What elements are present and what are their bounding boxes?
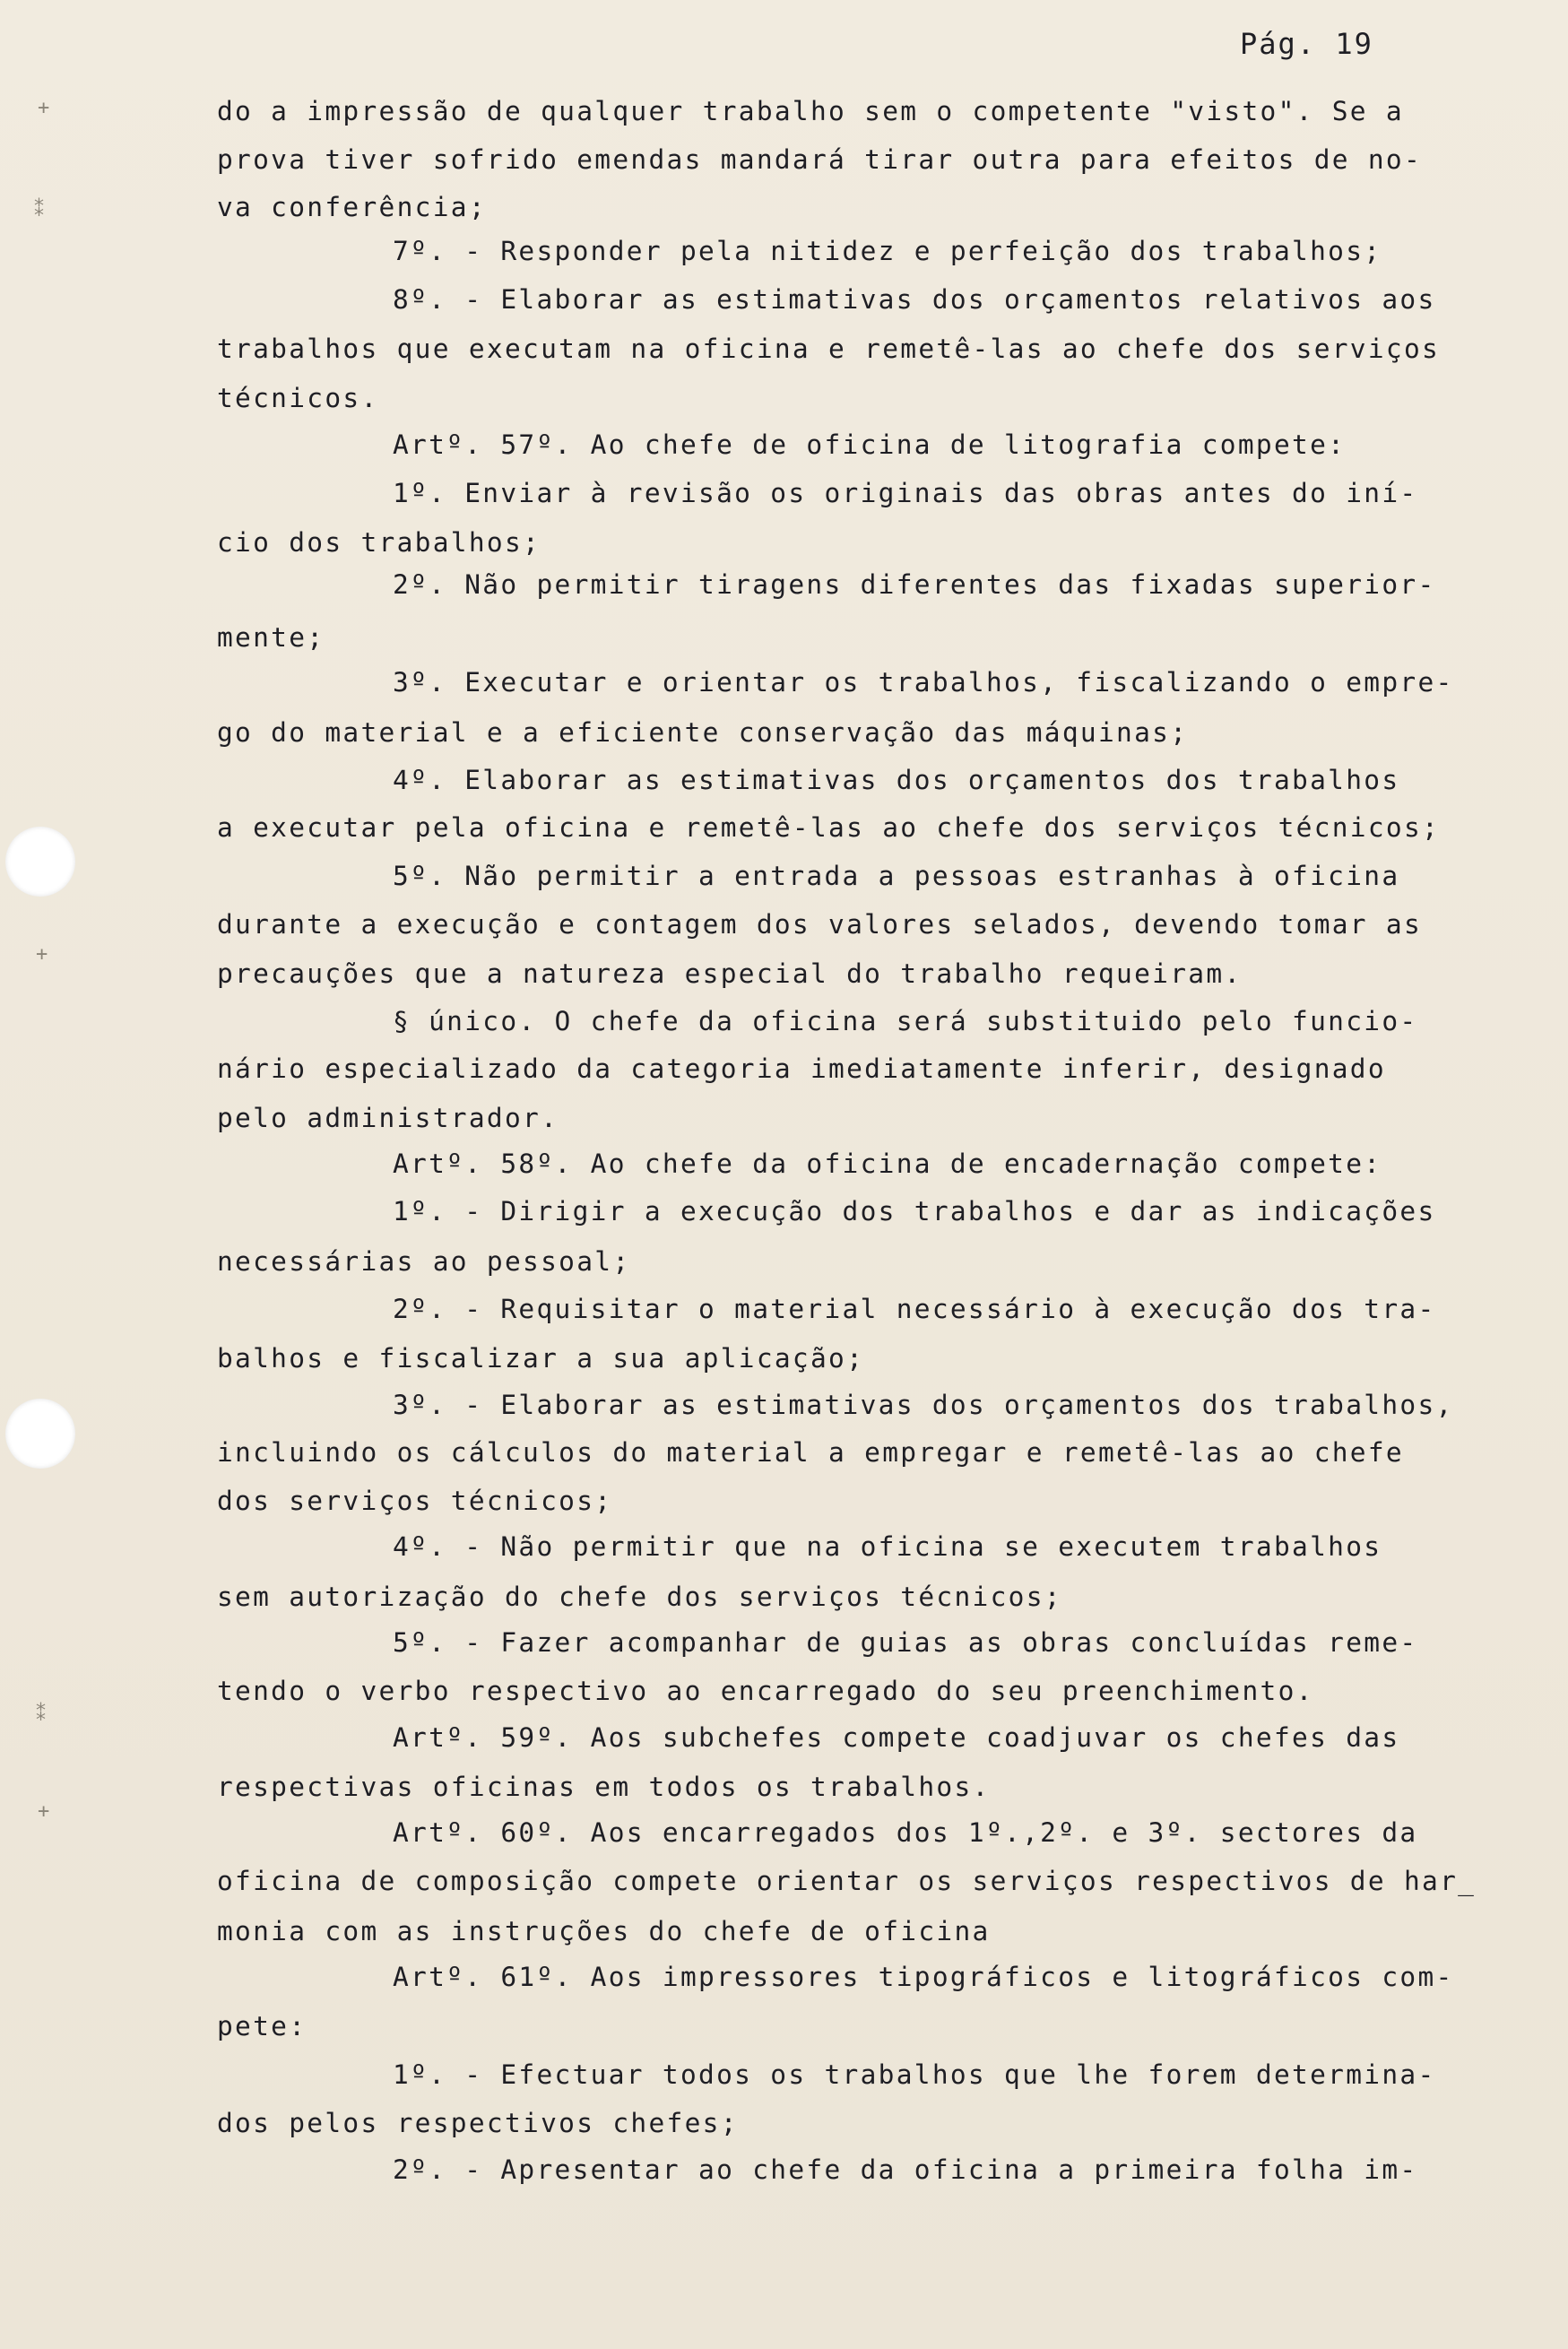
text-line: 1º. - Dirigir a execução dos trabalhos e dar as indicações (393, 1196, 1436, 1227)
text-line: 4º. - Não permitir que na oficina se executem trabalhos (393, 1531, 1382, 1562)
text-line: § único. O chefe da oficina será substituido pelo funcio- (393, 1006, 1418, 1036)
text-line: Artº. 59º. Aos subchefes compete coadjuvar os chefes das (393, 1722, 1400, 1753)
text-line: 1º. Enviar à revisão os originais das obras antes do iní- (393, 478, 1418, 508)
text-line: 3º. - Elaborar as estimativas dos orçamentos dos trabalhos, (393, 1390, 1454, 1420)
text-line: prova tiver sofrido emendas mandará tirar outra para efeitos de no- (217, 144, 1423, 175)
text-line: 5º. Não permitir a entrada a pessoas estranhas à oficina (393, 861, 1400, 891)
text-line: precauções que a natureza especial do trabalho requeiram. (217, 958, 1243, 989)
text-line: trabalhos que executam na oficina e remetê-las ao chefe dos serviços (217, 334, 1441, 364)
text-line: Artº. 57º. Ao chefe de oficina de litografia compete: (393, 429, 1347, 460)
text-line: mente; (217, 622, 325, 653)
text-line: durante a execução e contagem dos valores selados, devendo tomar as (217, 909, 1423, 940)
text-line: dos pelos respectivos chefes; (217, 2108, 739, 2138)
page-number: Pág. 19 (1240, 27, 1373, 61)
text-line: 7º. - Responder pela nitidez e perfeição dos trabalhos; (393, 236, 1382, 266)
text-line: do a impressão de qualquer trabalho sem o competente "visto". Se a (217, 96, 1404, 126)
text-line: Artº. 58º. Ao chefe da oficina de encadernação compete: (393, 1148, 1382, 1179)
text-line: tendo o verbo respectivo ao encarregado do seu preenchimento. (217, 1676, 1314, 1706)
text-line: nário especializado da categoria imediatamente inferir, designado (217, 1053, 1386, 1084)
text-line: cio dos trabalhos; (217, 527, 541, 558)
text-line: Artº. 61º. Aos impressores tipográficos e litográficos com- (393, 1962, 1454, 1992)
text-line: 2º. Não permitir tiragens diferentes das fixadas superior- (393, 569, 1436, 600)
text-line: oficina de composição compete orientar os serviços respectivos de har_ (217, 1866, 1477, 1896)
text-line: go do material e a eficiente conservação das máquinas; (217, 717, 1189, 748)
text-line: 3º. Executar e orientar os trabalhos, fiscalizando o empre- (393, 667, 1454, 698)
punch-hole-bottom (5, 1399, 75, 1469)
margin-mark: ⁑ (36, 1703, 46, 1726)
margin-mark: + (38, 1800, 50, 1823)
text-line: 8º. - Elaborar as estimativas dos orçamentos relativos aos (393, 284, 1436, 315)
text-line: sem autorização do chefe dos serviços técnicos; (217, 1582, 1062, 1612)
text-line: necessárias ao pessoal; (217, 1246, 631, 1277)
text-line: incluindo os cálculos do material a empregar e remetê-las ao chefe (217, 1437, 1404, 1468)
text-line: dos serviços técnicos; (217, 1486, 613, 1516)
text-line: 2º. - Requisitar o material necessário à execução dos tra- (393, 1294, 1436, 1324)
margin-mark: + (36, 943, 48, 966)
text-line: técnicos. (217, 383, 379, 413)
text-line: monia com as instruções do chefe de oficina (217, 1916, 991, 1946)
text-line: pete: (217, 2011, 308, 2041)
text-line: 1º. - Efectuar todos os trabalhos que lhe forem determina- (393, 2059, 1436, 2090)
text-line: Artº. 60º. Aos encarregados dos 1º.,2º. e 3º. sectores da (393, 1817, 1418, 1848)
text-line: 5º. - Fazer acompanhar de guias as obras concluídas reme- (393, 1627, 1418, 1658)
margin-mark: + (38, 97, 50, 119)
text-line: va conferência; (217, 192, 487, 222)
text-line: 2º. - Apresentar ao chefe da oficina a primeira folha im- (393, 2154, 1418, 2185)
punch-hole-top (5, 827, 75, 897)
text-line: respectivas oficinas em todos os trabalhos. (217, 1772, 991, 1802)
text-line: pelo administrador. (217, 1103, 559, 1133)
margin-mark: ⁑ (34, 199, 44, 221)
text-line: a executar pela oficina e remetê-las ao chefe dos serviços técnicos; (217, 812, 1441, 843)
text-line: balhos e fiscalizar a sua aplicação; (217, 1343, 865, 1374)
text-line: 4º. Elaborar as estimativas dos orçamentos dos trabalhos (393, 765, 1400, 795)
